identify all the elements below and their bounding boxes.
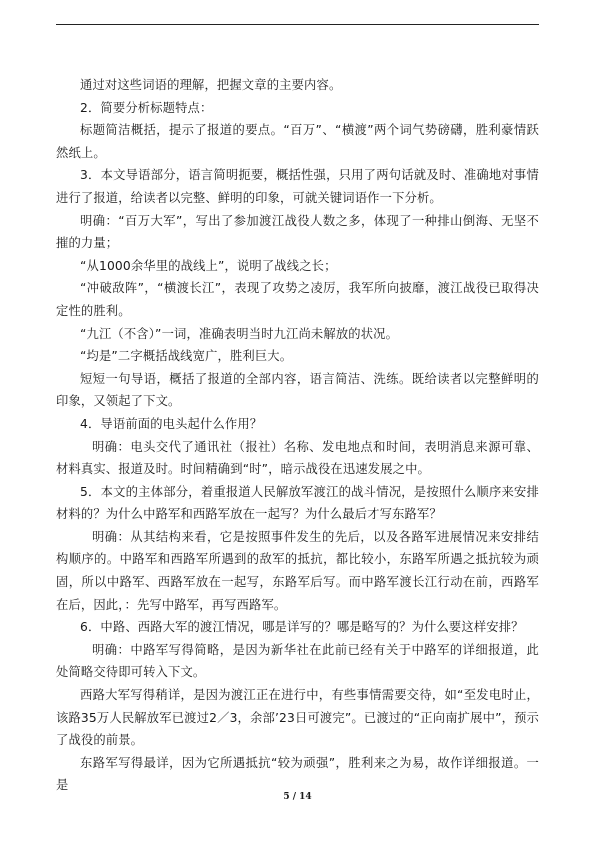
paragraph: 明确：从其结构来看，它是按照事件发生的先后，以及各路军进展情况来安排结构顺序的。中路军和西路军所遇到的敌军的抵抗，都比较小，东路军所遇之抵抗较为顽固，所以中路军、西路军放在一起写，东路军后写。而中路军渡长江行动在前，西路军在后，因此，：先写中路军，再写西路军。 (56, 529, 539, 612)
paragraph: 西路大军写得稍详，是因为渡江正在进行中，有些事情需要交待，如“至发电时止，该路35万人民解放军已渡过2／3，余部’23日可渡完”。已渡过的“正向南扩展中”，预示了战役的前景。 (56, 688, 539, 748)
paragraph: 标题简洁概括，提示了报道的要点。“百万”、“横渡”两个词气势磅礴，胜利豪情跃然纸上。 (56, 123, 539, 160)
paragraph: 明确：中路军写得简略，是因为新华社在此前已经有关于中路军的详细报道，此处简略交待即可转入下文。 (56, 642, 539, 680)
header-rule (56, 24, 539, 25)
paragraph: “均是”二字概括战线宽广，胜利巨大。 (80, 349, 293, 364)
paragraph: 通过对这些词语的理解，把握文章的主要内容。 (80, 78, 342, 92)
page-number: 5 / 14 (283, 792, 312, 802)
paragraph: 2．简要分析标题特点： (80, 100, 213, 115)
paragraph: 4．导语前面的电头起什么作用？ (80, 416, 263, 431)
paragraph: 东路军写得最详，因为它所遇抵抗“较为顽强”，胜利来之为易，故作详细报道。一是 (56, 755, 539, 793)
paragraph: 短短一句导语，概括了报道的全部内容，语言简洁、洗练。既给读者以完整鲜明的印象，又领起了下文。 (56, 371, 539, 409)
paragraph: 5．本文的主体部分，着重报道人民解放军渡江的战斗情况，是按照什么顺序来安排材料的？为什么中路军和西路军放在一起写？为什么最后才写东路军？ (56, 484, 539, 522)
paragraph: “九江（不含）”一词，准确表明当时九江尚未解放的状况。 (80, 326, 399, 341)
paragraph: 明确：电头交代了通讯社（报社）名称、发电地点和时间，表明消息来源可靠、材料真实、报道及时。时间精确到“时”，暗示战役在迅速发展之中。 (56, 439, 539, 477)
document-body (56, 74, 539, 797)
paragraph: “冲破敌阵”，“横渡长江”，表现了攻势之凌厉，我军所向披靡，渡江战役已取得决定性的胜利。 (56, 281, 539, 318)
paragraph: 3．本文导语部分，语言简明扼要，概括性强，只用了两句话就及时、准确地对事情进行了报道，给读者以完整、鲜明的印象，可就关键词语作一下分析。 (56, 168, 539, 205)
paragraph: “从1000余华里的战线上”，说明了战线之长； (80, 258, 337, 273)
paragraph: 明确：“百万大军”，写出了参加渡江战役人数之多，体现了一种排山倒海、无坚不摧的力量； (56, 213, 539, 251)
paragraph: 6．中路、西路大军的渡江情况，哪是详写的？哪是略写的？为什么要这样安排？ (80, 620, 524, 635)
